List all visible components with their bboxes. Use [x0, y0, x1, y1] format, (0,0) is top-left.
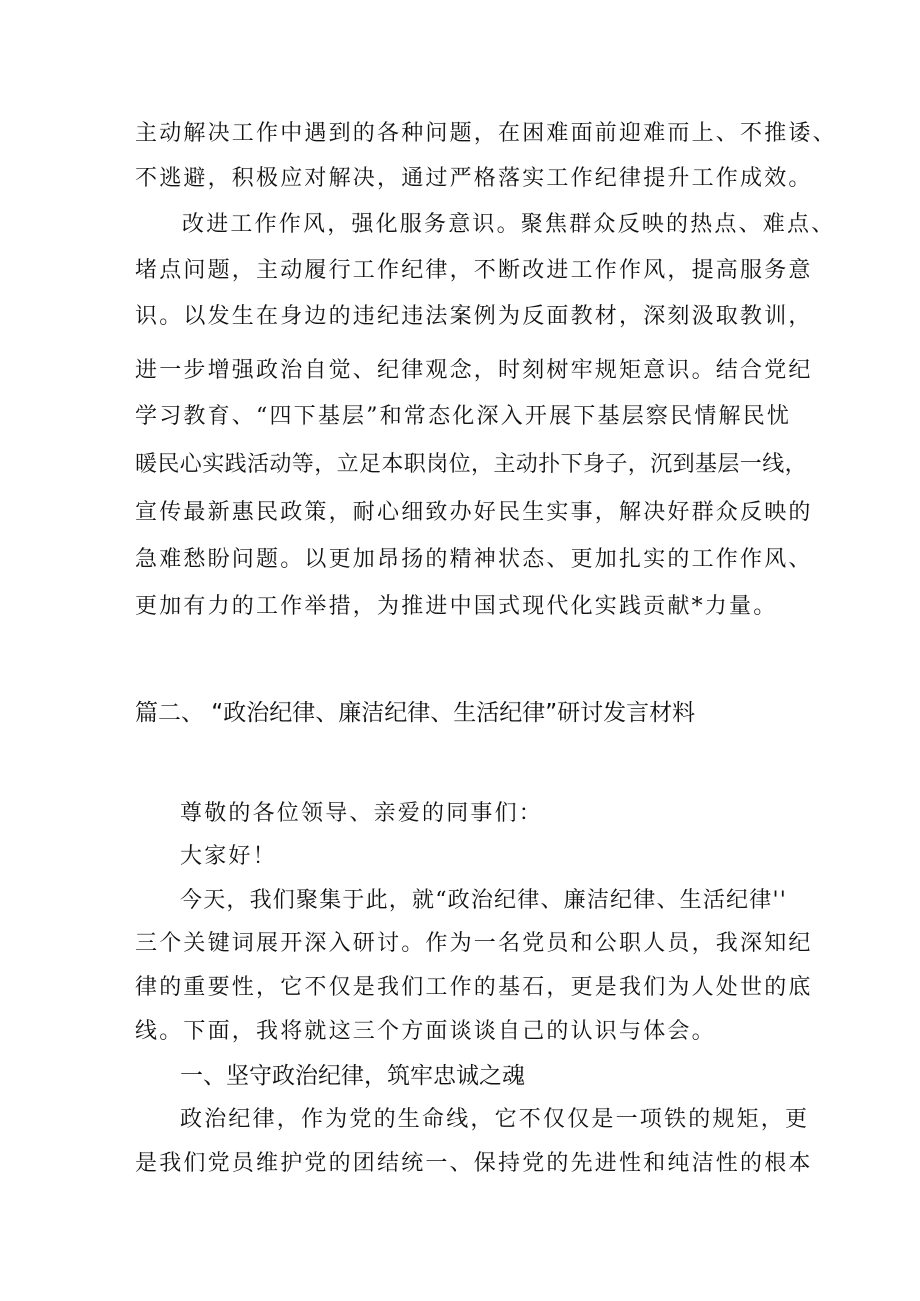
paragraph-line: 政治纪律，作为党的生命线，它不仅仅是一项铁的规矩，更 — [180, 1107, 810, 1132]
paragraph-line: 急难愁盼问题。以更加昂扬的精神状态、更加扎实的工作作风、 — [135, 547, 813, 572]
paragraph-line: 是我们党员维护党的团结统一、保持党的先进性和纯洁性的根本 — [135, 1151, 813, 1176]
hello-line: 大家好！ — [180, 844, 277, 869]
subheading: 一、坚守政治纪律，筑牢忠诚之魂 — [180, 1063, 525, 1089]
paragraph-line: 今天，我们聚集于此，就“政治纪律、廉洁纪律、生活纪律'' — [180, 888, 787, 913]
chapter-title: 篇二、 “政治纪律、廉洁纪律、生活纪律”研讨发言材料 — [135, 700, 696, 726]
paragraph-line: 识。以发生在身边的违纪违法案例为反面教材，深刻汲取教训， — [135, 304, 813, 329]
paragraph-line: 进一步增强政治自觉、纪律观念，时刻树牢规矩意识。结合党纪 — [135, 358, 813, 383]
paragraph-line: 主动解决工作中遇到的各种问题，在困难面前迎难而上、不推诿、 — [135, 121, 837, 146]
paragraph-line: 三个关键词展开深入研讨。作为一名党员和公职人员，我深知纪 — [135, 931, 813, 956]
paragraph-line: 暖民心实践活动等，立足本职岗位，主动扑下身子，沉到基层一线， — [135, 452, 808, 477]
paragraph-line: 线。下面，我将就这三个方面谈谈自己的认识与体会。 — [135, 1019, 716, 1044]
paragraph-line: 改进工作作风，强化服务意识。聚焦群众反映的热点、难点、 — [182, 212, 836, 237]
paragraph-line: 宣传最新惠民政策，耐心细致办好民生实事，解决好群众反映的 — [135, 500, 813, 525]
paragraph-line: 学习教育、“四下基层”和常态化深入开展下基层察民情解民忧 — [135, 404, 792, 429]
paragraph-line: 不逃避，积极应对解决，通过严格落实工作纪律提升工作成效。 — [135, 166, 813, 191]
paragraph-line: 堵点问题，主动履行工作纪律，不断改进工作作风，提高服务意 — [135, 258, 813, 283]
greeting-line: 尊敬的各位领导、亲爱的同事们： — [180, 801, 544, 826]
paragraph-line: 律的重要性，它不仅是我们工作的基石，更是我们为人处世的底 — [135, 975, 813, 1000]
paragraph-line: 更加有力的工作举措，为推进中国式现代化实践贡献*力量。 — [135, 594, 778, 619]
